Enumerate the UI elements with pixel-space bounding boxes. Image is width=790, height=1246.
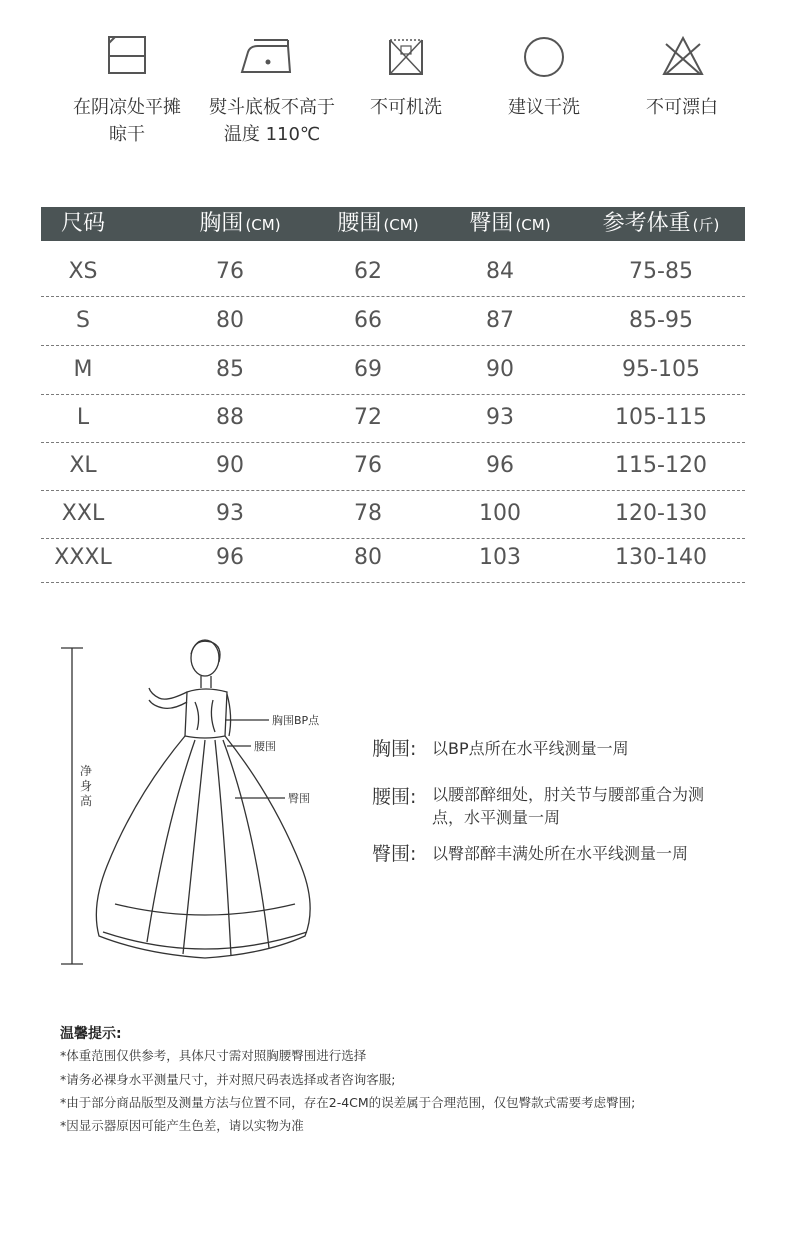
legend-waist-term: 腰围: <box>372 786 417 808</box>
bust-cell: 96 <box>216 545 244 570</box>
bust-label: 胸围BP点 <box>272 714 320 727</box>
tip-item: *因显示器原因可能产生色差，请以实物为准 <box>60 1118 304 1133</box>
table-row <box>41 247 745 297</box>
legend-waist-desc: 以腰部醉细处，肘关节与腰部重合为测点，水平测量一周 <box>432 785 705 827</box>
weight-cell: 115-120 <box>615 453 707 478</box>
tip-item: *由于部分商品版型及测量方法与位置不同，存在2-4CM的误差属于合理范围，仅包臀款式需要考虑臀围; <box>60 1095 636 1110</box>
header-weight: 参考体重 (斤) <box>602 211 720 236</box>
weight-cell: 120-130 <box>615 501 707 526</box>
waist-cell: 78 <box>354 501 382 526</box>
weight-cell: 85-95 <box>629 308 693 333</box>
size-cell: XL <box>69 453 97 478</box>
waist-label: 腰围 <box>254 740 276 753</box>
header-waist: 腰围 (CM) <box>337 211 419 236</box>
header-hip: 臀围 (CM) <box>469 211 551 236</box>
height-label: 净身高 <box>80 764 93 808</box>
bust-cell: 90 <box>216 453 244 478</box>
size-cell: M <box>73 357 93 382</box>
table-row <box>41 296 745 346</box>
bust-cell: 85 <box>216 357 244 382</box>
care-label-dry-clean: 建议干洗 <box>508 97 580 118</box>
weight-cell: 130-140 <box>615 545 707 570</box>
dry-clean-icon <box>519 30 569 80</box>
legend-hip-term: 臀围: <box>372 843 417 865</box>
do-not-machine-wash-icon <box>381 30 431 80</box>
care-label-no-bleach: 不可漂白 <box>646 97 718 118</box>
hip-cell: 103 <box>479 545 521 570</box>
waist-cell: 80 <box>354 545 382 570</box>
waist-cell: 76 <box>354 453 382 478</box>
bust-cell: 93 <box>216 501 244 526</box>
iron-low-heat-icon <box>240 30 296 80</box>
weight-cell: 105-115 <box>615 405 707 430</box>
header-size: 尺码 <box>60 211 105 236</box>
legend-hip-desc: 以臀部醉丰满处所在水平线测量一周 <box>432 844 689 863</box>
size-cell: L <box>76 405 90 430</box>
size-cell: S <box>76 308 90 333</box>
care-label-no-machine-wash: 不可机洗 <box>370 97 442 118</box>
hip-cell: 96 <box>486 453 514 478</box>
care-label-iron: 熨斗底板不高于 温度 110℃ <box>209 97 335 145</box>
hip-cell: 84 <box>486 259 514 284</box>
tip-item: *体重范围仅供参考，具体尺寸需对照胸腰臀围进行选择 <box>60 1048 367 1063</box>
table-row <box>41 489 745 539</box>
table-row <box>41 393 745 443</box>
do-not-bleach-icon <box>658 30 708 80</box>
care-label-dry-flat: 在阴凉处平摊 晾干 <box>73 97 181 145</box>
waist-cell: 69 <box>354 357 382 382</box>
table-row <box>41 345 745 395</box>
bust-cell: 80 <box>216 308 244 333</box>
legend-bust-desc: 以BP点所在水平线测量一周 <box>432 739 629 758</box>
hip-cell: 100 <box>479 501 521 526</box>
waist-cell: 66 <box>354 308 382 333</box>
weight-cell: 75-85 <box>629 259 693 284</box>
table-row <box>41 533 745 583</box>
waist-cell: 72 <box>354 405 382 430</box>
hip-cell: 87 <box>486 308 514 333</box>
header-bust: 胸围 (CM) <box>199 211 281 236</box>
dry-flat-in-shade-icon <box>102 30 152 80</box>
gown-sketch <box>55 636 355 976</box>
waist-cell: 62 <box>354 259 382 284</box>
size-cell: XXL <box>61 501 105 526</box>
size-cell: XS <box>68 259 98 284</box>
size-table-header <box>41 207 745 241</box>
size-cell: XXXL <box>54 545 112 570</box>
hip-label: 臀围 <box>288 792 310 805</box>
table-row <box>41 441 745 491</box>
hip-cell: 90 <box>486 357 514 382</box>
weight-cell: 95-105 <box>622 357 700 382</box>
bust-cell: 88 <box>216 405 244 430</box>
legend-bust-term: 胸围: <box>372 738 417 760</box>
tips-title: 温馨提示: <box>60 1026 122 1042</box>
hip-cell: 93 <box>486 405 514 430</box>
bust-cell: 76 <box>216 259 244 284</box>
tip-item: *请务必裸身水平测量尺寸，并对照尺码表选择或者咨询客服; <box>60 1072 396 1087</box>
gown-illustration <box>55 636 355 976</box>
